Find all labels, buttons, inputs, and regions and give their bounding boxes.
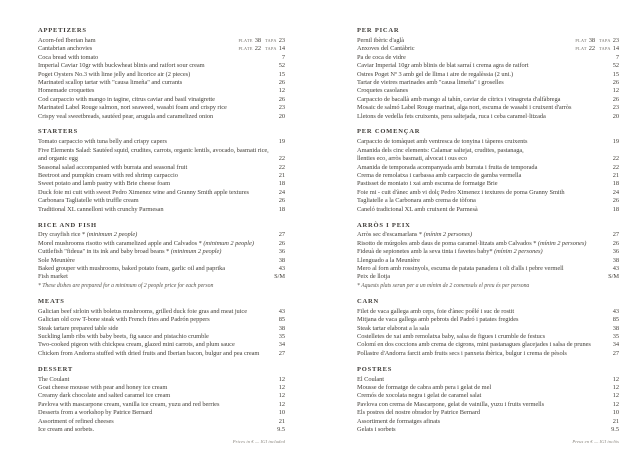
menu-item-row	[38, 392, 285, 400]
menu-item-row	[38, 248, 285, 256]
item-price: 52	[278, 62, 285, 70]
section-title: CARN	[357, 297, 379, 305]
item-text: Anxoves del Cantàbric	[357, 45, 415, 53]
item-price: 26	[612, 239, 619, 247]
item-text: Homemade croquettes	[38, 87, 95, 95]
item-price: 19	[612, 138, 619, 146]
price-value: 22	[588, 45, 596, 53]
price-value: 22	[254, 45, 262, 53]
menu-item-row	[357, 62, 619, 70]
item-price: 43	[278, 265, 285, 273]
item-price: 12	[278, 375, 285, 383]
menu-item-row	[357, 164, 619, 172]
menu-sections-catalan	[357, 27, 619, 434]
item-text: Foie mi - cuit d'ànec amb vi dolç Pedro Ximenez i textures de poma Granny Smith	[357, 188, 565, 196]
menu-item-row	[357, 409, 619, 417]
menu-item-row	[357, 37, 619, 45]
item-text: Risotto de múrgoles amb daus de poma caramel·litzats amb Calvados * (mínim 2 persones)	[357, 239, 587, 247]
item-text: Cantabrian anchovies	[38, 45, 93, 53]
item-text: Croquetes casolanes	[357, 87, 409, 95]
menu-item-row	[38, 376, 285, 384]
section-title: PER COMENÇAR	[357, 128, 421, 136]
item-text: Traditional XL cannelloni with crunchy Parmesan	[38, 205, 164, 213]
menu-section	[38, 366, 285, 435]
item-text: Steak tartare prepared table side	[38, 324, 119, 332]
menu-section	[38, 222, 285, 291]
section-title: POSTRES	[357, 365, 393, 373]
item-text: * Aquests plats seran per a un mínim de 2 comensals el preu és per persona	[357, 282, 530, 289]
item-price: 10	[278, 409, 285, 417]
menu-item-row	[38, 155, 285, 163]
item-text: Cremós de xocolata negra i gelat de caramel salat	[357, 392, 482, 400]
item-price-pairs	[575, 45, 619, 53]
menu-item-row	[38, 189, 285, 197]
menu-item-row	[38, 45, 285, 53]
item-price: S/M	[274, 273, 285, 281]
item-price: 18	[612, 180, 619, 188]
menu-item-row	[357, 240, 619, 248]
item-text: Poget Oysters No.3 with lime jelly and licorice air (2 pieces)	[38, 70, 191, 78]
item-text: Sweet potato and lamb pastry with Brie cheese foam	[38, 180, 171, 188]
item-text: Assortment of refined cheeses	[38, 417, 114, 425]
menu-page-english	[38, 27, 285, 447]
item-text: Cuttlefish "fideua" in its ink and baby broad beans * (minimum 2 people)	[38, 248, 222, 256]
item-price: 35	[612, 332, 619, 340]
menu-item-row	[357, 45, 619, 53]
item-text: Peix de llotja	[357, 273, 391, 281]
menu-item-row	[38, 426, 285, 434]
menu-item-row	[38, 138, 285, 146]
item-text: Arròs sec d'escamarlans * (mínim 2 persones)	[357, 231, 473, 239]
menu-item-row	[357, 71, 619, 79]
menu-item-row	[357, 104, 619, 112]
item-text: Pernil ibèric d'aglà	[357, 36, 404, 44]
item-price: 15	[612, 70, 619, 78]
item-price: 34	[278, 341, 285, 349]
price-value: 23	[278, 36, 285, 44]
item-note: (mínim 2 persones)	[492, 248, 543, 256]
item-text: The Coulant	[38, 375, 70, 383]
item-price: 22	[278, 155, 285, 163]
item-price: 12	[278, 87, 285, 95]
item-price: 34	[612, 341, 619, 349]
price-format-label: TAPA	[265, 46, 277, 52]
menu-item-row	[357, 325, 619, 333]
item-price: 18	[612, 205, 619, 213]
price-format-label: PLATE	[238, 37, 253, 43]
item-text: Caneló tradicional XL amb cruixent de Parmesà	[357, 205, 478, 213]
item-price: 22	[612, 155, 619, 163]
section-title: PER PICAR	[357, 27, 400, 34]
item-price: 26	[278, 95, 285, 103]
menu-item-row	[38, 54, 285, 62]
menu-page-catalan	[357, 27, 619, 447]
menu-item-row	[38, 71, 285, 79]
menu-item-row	[38, 350, 285, 358]
item-text: Acorn-fed Iberian ham	[38, 36, 96, 44]
price-format-label: TAPA	[599, 37, 611, 43]
item-text: Cod carpaccio with mango in tagine, citrus caviar and basil vinaigrette	[38, 95, 215, 103]
item-price-pairs	[238, 45, 285, 53]
menu-item-row	[357, 376, 619, 384]
item-price: 24	[612, 188, 619, 196]
item-price: 12	[612, 400, 619, 408]
item-text: Sole Meunière	[38, 256, 75, 264]
item-text: Coca bread with tomato	[38, 53, 99, 61]
menu-section	[357, 366, 619, 435]
menu-item-row	[38, 333, 285, 341]
price-value: 38	[588, 36, 596, 44]
menu-item-row	[357, 180, 619, 188]
item-text: Mousse de formatge de cabra amb pera i gelat de mel	[357, 383, 492, 391]
menu-item-row	[38, 87, 285, 95]
item-text: Crispy veal sweetbreads, sautéed pear, arugula and caramelized onion	[38, 112, 214, 120]
item-price: 36	[612, 248, 619, 256]
item-price: 22	[278, 163, 285, 171]
menu-item-row	[38, 257, 285, 265]
price-value: 14	[612, 45, 619, 53]
menu-item-row	[38, 147, 285, 155]
menu-item-row	[38, 206, 285, 214]
item-price: S/M	[608, 273, 619, 281]
item-price: 21	[278, 172, 285, 179]
menu-item-row	[357, 54, 619, 62]
item-text: Pastisset de moniato i xai amb escuma de formatge Brie	[357, 180, 498, 188]
item-text: Tomato carpaccio with tuna belly and crispy capers	[38, 138, 167, 146]
menu-item-row	[357, 401, 619, 409]
item-price: 12	[612, 375, 619, 383]
item-note: (mínim 2 persones)	[536, 239, 587, 247]
item-text: Galician beef sirloin with boletus mushrooms, grilled duck foie gras and meat juice	[38, 307, 247, 315]
item-price: 26	[612, 197, 619, 205]
section-title: DESSERT	[38, 365, 73, 373]
item-text: Beetroot and pumpkin cream with red shrimp carpaccio	[38, 172, 178, 179]
item-text: Desserts from a workshop by Patrice Bernard	[38, 409, 153, 417]
menu-item-row	[357, 273, 619, 281]
item-note: (minimum 2 people)	[85, 231, 138, 239]
item-price: 38	[278, 256, 285, 264]
item-text: Five Elements Salad: Sautéed squid, crudites, carrots, organic lentils, avocado, basmati rice,	[38, 146, 269, 154]
menu-section	[38, 128, 285, 214]
menu-section	[357, 27, 619, 121]
item-text: Pavlova con crema de Mascarpone, gelat de vainilla, yuzu i fruits vermells	[357, 400, 545, 408]
section-title: APPETIZERS	[38, 27, 87, 34]
item-text: El Coulant	[357, 375, 385, 383]
item-text: Baked grouper with mushrooms, baked potato foam, garlic oil and paprika	[38, 265, 226, 273]
section-title: ARRÒS I PEIX	[357, 221, 411, 229]
item-price: 15	[278, 70, 285, 78]
item-price: 26	[278, 197, 285, 205]
item-price: 12	[612, 383, 619, 391]
item-text: Ostres Poget Nº 3 amb gel de llima i aire de regalèssia (2 uni.)	[357, 70, 514, 78]
menu-item-row	[38, 197, 285, 205]
item-text: Mitjana de vaca gallega amb pebrots del Padró i patates fregides	[357, 316, 519, 324]
item-price: 19	[278, 138, 285, 146]
menu-item-row	[357, 172, 619, 180]
menu-item-row	[357, 87, 619, 95]
menu-item-row	[357, 418, 619, 426]
menu-item-row	[357, 138, 619, 146]
item-text: Imperial Caviar 10gr with buckwheat blinis and raifort sour cream	[38, 62, 205, 70]
item-text: Crema de remolatxa i carbassa amb carpaccio de gamba vermella	[357, 172, 522, 179]
menu-item-row	[357, 257, 619, 265]
item-price: 9.5	[277, 425, 285, 433]
item-text: Marinated Label Rouge salmon, nori seaweed, wasabi foam and crispy rice	[38, 104, 227, 112]
menu-item-row	[38, 180, 285, 188]
menu-item-row	[357, 147, 619, 155]
page-footer-note: Prices in € — IGI included	[232, 439, 285, 445]
menu-item-row	[38, 172, 285, 180]
menu-section	[357, 128, 619, 214]
menu-item-row	[357, 308, 619, 316]
menu-item-row	[38, 418, 285, 426]
item-price: 18	[278, 180, 285, 188]
item-text: Galician old cow T-bone steak with French fries and Padrón peppers	[38, 316, 210, 324]
menu-item-row	[357, 265, 619, 273]
item-price: 27	[612, 231, 619, 239]
item-price: 22	[612, 163, 619, 171]
menu-item-row	[38, 62, 285, 70]
menu-item-row	[357, 113, 619, 121]
menu-item-row	[357, 426, 619, 434]
item-text: Pavlova with mascarpone cream, vanilla ice cream, yuzu and red berries	[38, 400, 220, 408]
item-price: 23	[612, 104, 619, 112]
item-text: Colomí en dos coccions amb crema de cigrons, mini pastanagues glacejades i salsa de prunes	[357, 341, 591, 349]
item-price: 43	[278, 307, 285, 315]
menu-item-row	[357, 333, 619, 341]
item-price: 12	[612, 87, 619, 95]
item-text: Lletons de vedella fets cruixents, pera saltejada, ruca i ceba caramel·litzada	[357, 112, 546, 120]
menu-item-row	[38, 164, 285, 172]
item-price: 52	[612, 62, 619, 70]
menu-item-row	[38, 104, 285, 112]
menu-item-row	[357, 96, 619, 104]
menu-section	[38, 298, 285, 358]
item-text: Fish market	[38, 273, 68, 281]
menu-item-row	[38, 308, 285, 316]
item-price: 10	[612, 409, 619, 417]
item-text: Suckling lamb ribs with baby beets, fig sauce and pistachio crumble	[38, 332, 209, 340]
menu-item-row	[357, 341, 619, 349]
item-text: Mosaic de salmó Label Rouge marinat, alga nori, escuma de wasabi i cruixent d'arròs	[357, 104, 572, 112]
item-text: Goat cheese mousse with pear and honey ice cream	[38, 383, 168, 391]
price-format-label: TAPA	[599, 46, 611, 52]
item-price: 43	[612, 265, 619, 273]
item-note: (minimum 2 people)	[169, 248, 222, 256]
item-price: 12	[612, 392, 619, 400]
item-text: Amanida de temporada acompanyada amb burrata i fruita de temporada	[357, 163, 538, 171]
item-price: 21	[612, 417, 619, 425]
item-text: Creamy dark chocolate and salted caramel ice cream	[38, 392, 171, 400]
item-note: (minimum 2 people)	[201, 239, 254, 247]
item-price: 38	[278, 324, 285, 332]
item-price: 26	[612, 78, 619, 86]
item-text: Carpaccio de bacallà amb mango al tahín, caviar de cítrics i vinagreta d'alfàbrega	[357, 95, 561, 103]
menu-item-row	[38, 231, 285, 239]
item-price: 20	[612, 112, 619, 120]
price-value: 14	[278, 45, 285, 53]
menu-item-row	[357, 155, 619, 163]
item-text: Two-cooked pigeon with chickpea cream, glazed mini carrots, and plum sauce	[38, 341, 235, 349]
item-price: 85	[278, 316, 285, 324]
item-text: Seasonal salad accompanied with burrata and seasonal fruit	[38, 163, 188, 171]
price-format-label: TAPA	[265, 37, 277, 43]
page-footer-note: Preus en € — IGI inclòs	[572, 439, 619, 445]
item-text: Filet de vaca gallega amb ceps, foie d'ànec poêlé i suc de rostit	[357, 307, 515, 315]
menu-item-row	[38, 316, 285, 324]
item-text: * These dishes are prepared for a minimum of 2 people price for each person	[38, 282, 214, 289]
item-text: Costelletes de xai amb remolatxa baby, salsa de figues i crumble de festucs	[357, 332, 546, 340]
menu-item-row	[357, 197, 619, 205]
item-price: 12	[278, 383, 285, 391]
menu-item-row	[38, 273, 285, 281]
item-text: Amanida dels cinc elements: Calamar saltejat, crudites, pastanaga,	[357, 146, 524, 154]
item-text: Duck foie mi cuit with sweet Pedro Ximenez wine and Granny Smith apple textures	[38, 188, 249, 196]
menu-item-row	[38, 37, 285, 45]
section-title: STARTERS	[38, 128, 79, 136]
item-text: Caviar Imperial 10gr amb blinis de blat sarraí i crema agra de raifort	[357, 62, 529, 70]
price-value: 23	[612, 36, 619, 44]
menu-item-row	[357, 79, 619, 87]
item-text: Fideuà de sepionetes amb la seva tinta i favetes baby* (mínim 2 persones)	[357, 248, 543, 256]
item-text: Carpaccio de tomàquet amb ventresca de tonyina i tàperes cruixents	[357, 138, 528, 146]
item-price: 21	[612, 172, 619, 179]
item-price: 12	[278, 400, 285, 408]
menu-item-row	[357, 189, 619, 197]
item-price: 23	[278, 104, 285, 112]
item-text: Carbonara Tagliatelle with truffle cream	[38, 197, 139, 205]
item-text: Pa de coca de vidre	[357, 53, 406, 61]
menu-section	[357, 298, 619, 358]
item-price: 26	[278, 239, 285, 247]
item-price: 26	[278, 78, 285, 86]
item-text: Steak tartar elaborat a la sala	[357, 324, 430, 332]
item-text: Pollastre d'Andorra farcit amb fruits secs i panxeta ibèrica, bulgur i crema de pèsols	[357, 349, 567, 357]
item-price: 27	[278, 349, 285, 357]
item-price: 24	[278, 188, 285, 196]
menu-item-row	[38, 401, 285, 409]
price-format-label: PLATE	[238, 46, 253, 52]
footnote-row	[38, 282, 285, 290]
item-price: 38	[612, 324, 619, 332]
item-text: Llenguado a la Meunière	[357, 256, 420, 264]
item-text: Els postres del nostre obrador by Patrice Bernard	[357, 409, 481, 417]
item-text: Morel mushrooms risotto with caramelized apple and Calvados * (minimum 2 people)	[38, 239, 254, 247]
menu-item-row	[357, 316, 619, 324]
item-price: 36	[278, 248, 285, 256]
menu-section	[357, 222, 619, 291]
menu-item-row	[38, 325, 285, 333]
item-price: 18	[278, 205, 285, 213]
menu-item-row	[38, 79, 285, 87]
menu-item-row	[38, 265, 285, 273]
item-price-pairs	[575, 37, 619, 45]
menu-item-row	[357, 248, 619, 256]
item-note: (mínim 2 persones)	[422, 231, 473, 239]
item-text: Mero al forn amb rossinyols, escuma de patata panadera i oli d'alls i pebre vermell	[357, 265, 564, 273]
item-price: 27	[612, 349, 619, 357]
item-price-pairs	[238, 37, 285, 45]
menu-item-row	[357, 350, 619, 358]
footnote-row	[357, 282, 619, 290]
menu-item-row	[38, 341, 285, 349]
item-price: 38	[612, 256, 619, 264]
item-price: 20	[278, 112, 285, 120]
price-format-label: PLAT	[575, 46, 587, 52]
item-text: and organic egg	[38, 155, 78, 163]
menu-sections-english	[38, 27, 285, 434]
item-text: Tagliatelle a la Carbonara amb crema de tòfona	[357, 197, 476, 205]
price-value: 38	[254, 36, 262, 44]
item-text: Assortiment de formatges afinats	[357, 417, 441, 425]
menu-item-row	[38, 240, 285, 248]
item-price: 7	[615, 53, 619, 61]
item-text: Ice cream and sorbets.	[38, 425, 95, 433]
item-price: 9.5	[611, 425, 619, 433]
item-text: llenties eco, arròs basmati, alvocat i ous eco	[357, 155, 468, 163]
section-title: RICE AND FISH	[38, 221, 97, 229]
menu-item-row	[357, 392, 619, 400]
item-text: Tartar de vieires marinades amb "causa limeña" i groselles	[357, 78, 504, 86]
menu-item-row	[38, 384, 285, 392]
price-format-label: PLAT	[575, 37, 587, 43]
item-price: 35	[278, 332, 285, 340]
section-title: MEATS	[38, 297, 65, 305]
item-price: 12	[278, 392, 285, 400]
menu-item-row	[38, 409, 285, 417]
menu-item-row	[357, 206, 619, 214]
item-price: 85	[612, 316, 619, 324]
item-price: 27	[278, 231, 285, 239]
menu-item-row	[38, 113, 285, 121]
item-price: 21	[278, 417, 285, 425]
menu-item-row	[38, 96, 285, 104]
item-text: Chicken from Andorra stuffed with dried fruits and Iberian bacon, bulgur and pea cream	[38, 349, 260, 357]
item-price: 43	[612, 307, 619, 315]
item-price: 7	[281, 53, 285, 61]
menu-section	[38, 27, 285, 121]
item-price: 26	[612, 95, 619, 103]
item-text: Gelats i sorbets	[357, 425, 396, 433]
item-text: Dry crayfish rice * (minimum 2 people)	[38, 231, 138, 239]
menu-item-row	[357, 384, 619, 392]
item-text: Marinated scallop tartar with "causa limeña" and currants	[38, 78, 183, 86]
menu-item-row	[357, 231, 619, 239]
